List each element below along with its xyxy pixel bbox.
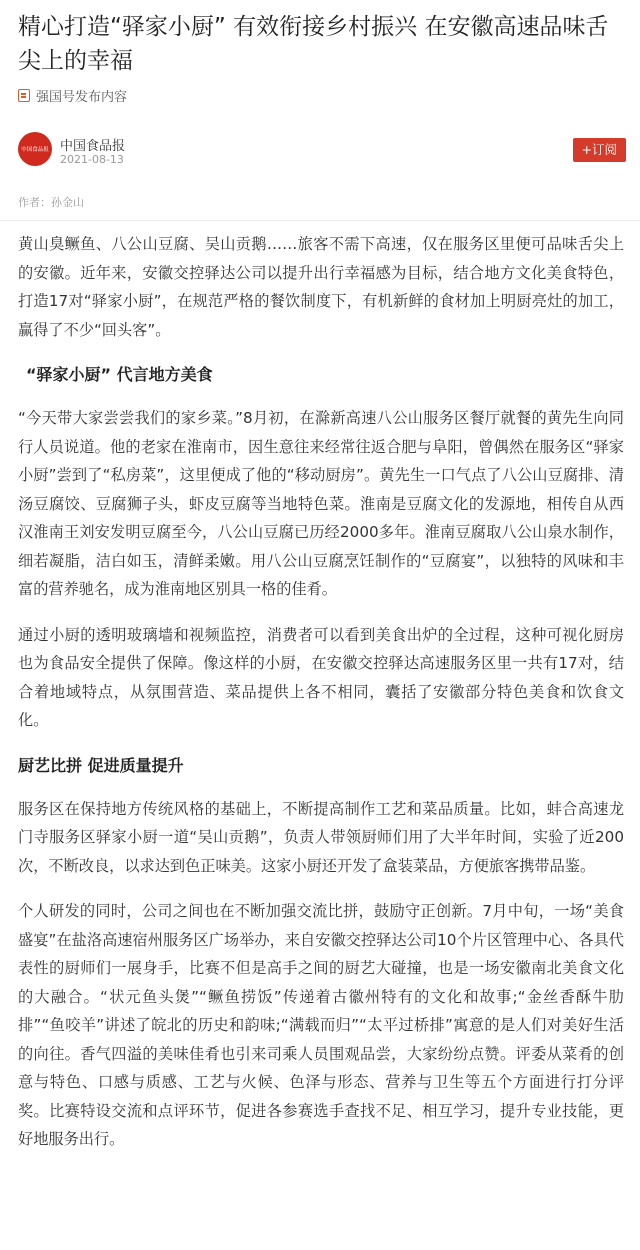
paragraph: 通过小厨的透明玻璃墙和视频监控，消费者可以看到美食出炉的全过程，这种可视化厨房也为食品安全提供了保障。像这样的小厨，在安徽交控驿达高速服务区里一共有17对，结合着地域特点，从氛围营造、菜品提供上各不相同，囊括了安徽部分特色美食和饮食文化。 [18, 625, 624, 729]
author-row [18, 132, 626, 172]
paragraph: 黄山臭鳜鱼、八公山豆腐、吴山贡鹅……旅客不需下高速，仅在服务区里便可品味舌尖上的安徽。近年来，安徽交控驿达公司以提升出行幸福感为目标，结合地方文化美食特色，打造17对“驿家小厨”，在规范严格的餐饮制度下，有机新鲜的食材加上明厨亮灶的加工，赢得了不少“回头客”。 [18, 235, 624, 339]
document-icon [18, 89, 30, 102]
publisher-avatar[interactable] [18, 132, 52, 166]
byline: 作者：孙金山 [18, 196, 84, 209]
section-heading: “驿家小厨” 代言地方美食 [26, 365, 213, 384]
publisher-name[interactable]: 中国食品报 [60, 139, 126, 154]
publisher-logo-text: 中国食品报 [21, 147, 49, 153]
source-label [18, 86, 127, 105]
divider [0, 220, 640, 221]
article-title: 精心打造“驿家小厨” 有效衔接乡村振兴 在安徽高速品味舌尖上的幸福 [18, 14, 609, 74]
subscribe-button[interactable]: +订阅 [573, 138, 626, 162]
paragraph: 服务区在保持地方传统风格的基础上，不断提高制作工艺和菜品质量。比如，蚌合高速龙门寺服务区驿家小厨一道“吴山贡鹅”，负责人带领厨师们用了大半年时间，实验了近200次，不断改良，以求达到色正味美。这家小厨还开发了盒装菜品，方便旅客携带品鉴。 [18, 799, 624, 875]
article-body [18, 230, 624, 1171]
section-heading: 厨艺比拼 促进质量提升 [18, 755, 184, 775]
paragraph: “今天带大家尝尝我们的家乡菜。”8月初，在滁新高速八公山服务区餐厅就餐的黄先生向同行人员说道。他的老家在淮南市，因生意往来经常往返合肥与阜阳，曾偶然在服务区“驿家小厨”尝到了“私房菜”，这里便成了他的“移动厨房”。黄先生一口气点了八公山豆腐排、清汤豆腐饺、豆腐狮子头，虾皮豆腐等当地特色菜。淮南是豆腐文化的发源地，相传自从西汉淮南王刘安发明豆腐至今，八公山豆腐已历经2000多年。淮南豆腐取八公山泉水制作，细若凝脂，洁白如玉，清鲜柔嫩。用八公山豆腐烹饪制作的“豆腐宴”，以独特的风味和丰富的营养驰名，成为淮南地区别具一格的佳肴。 [18, 409, 624, 598]
source-label-text: 强国号发布内容 [36, 90, 128, 105]
publish-date: 2021-08-13 [60, 153, 124, 166]
paragraph: 个人研发的同时，公司之间也在不断加强交流比拼，鼓励守正创新。7月中旬，一场“美食盛宴”在盐洛高速宿州服务区广场举办，来自安徽交控驿达公司10个片区管理中心、各具代表性的厨师们一展身手，比赛不但是高手之间的厨艺大碰撞，也是一场安徽南北美食文化的大融合。“状元鱼头煲”“鳜鱼捞饭”传递着古徽州特有的文化和故事;“金丝香酥牛肋排”“鱼咬羊”讲述了皖北的历史和韵味;“满载而归”“太平过桥排”寓意的是人们对美好生活的向往。香气四溢的美味佳肴也引来司乘人员围观品尝，大家纷纷点赞。评委从菜肴的创意与特色、口感与质感、工艺与火候、色泽与形态、营养与卫生等五个方面进行打分评奖。比赛特设交流和点评环节，促进各参赛选手查找不足、相互学习，提升专业技能，更好地服务出行。 [18, 902, 624, 1148]
